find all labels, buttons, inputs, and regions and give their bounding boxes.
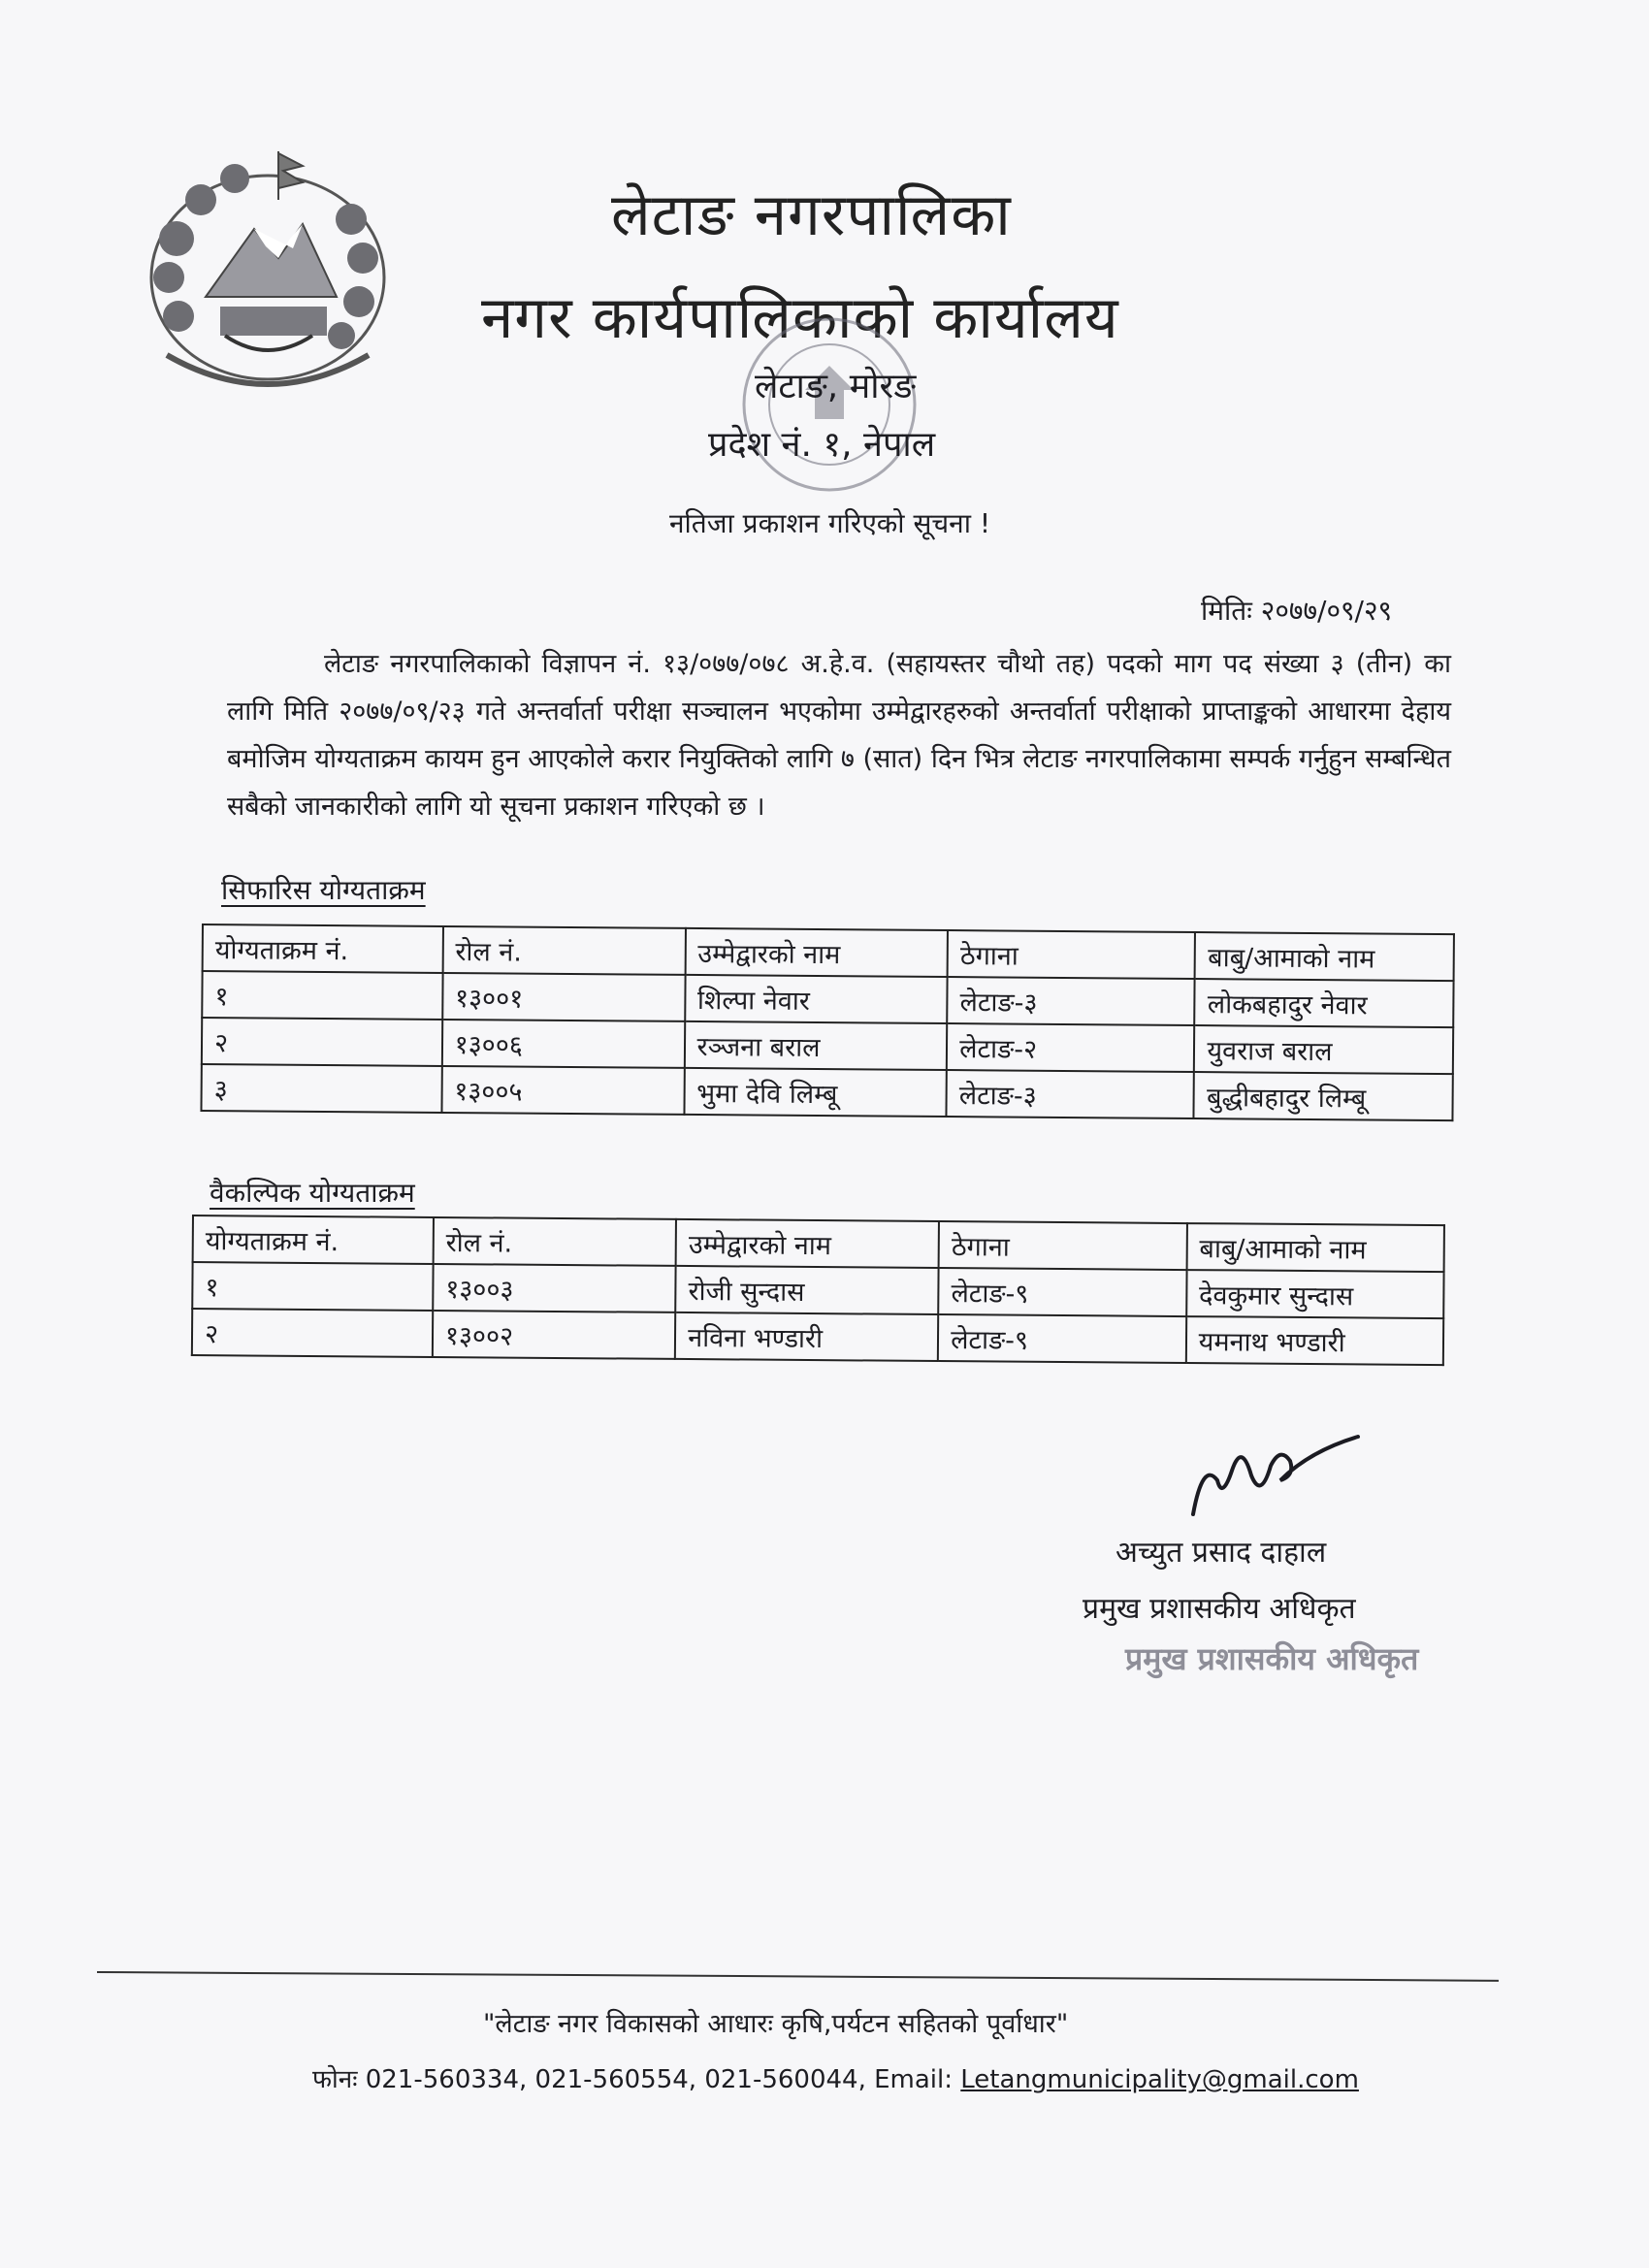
phone-numbers: 021-560334, 021-560554, 021-560044, — [365, 2065, 866, 2094]
table-row — [201, 1064, 1452, 1120]
column-header: बाबु/आमाको नाम — [1186, 1223, 1444, 1272]
column-header: ठेगाना — [948, 930, 1196, 979]
table-cell: युवराज बराल — [1194, 1025, 1453, 1074]
table-cell: १ — [202, 971, 442, 1020]
table-cell: १३००१ — [442, 973, 685, 1021]
table-cell: यमनाथ भण्डारी — [1186, 1316, 1444, 1365]
footer-contact — [312, 2060, 1359, 2095]
column-header: रोल नं. — [442, 926, 685, 975]
signatory-designation: प्रमुख प्रशासकीय अधिकृत — [1083, 1592, 1356, 1626]
table-cell: बुद्धीबहादुर लिम्बू — [1194, 1072, 1453, 1120]
table-cell: १३००५ — [441, 1066, 684, 1115]
phone-label: फोनः — [312, 2065, 358, 2094]
signature — [1174, 1422, 1368, 1529]
column-header: उम्मेद्वारको नाम — [676, 1219, 939, 1268]
table-cell: लेटाङ-९ — [938, 1314, 1186, 1363]
table-cell: भुमा देवि लिम्बू — [684, 1068, 947, 1117]
alternate-section-title: वैकल्पिक योग्यताक्रम — [210, 1177, 415, 1209]
table-cell: शिल्पा नेवार — [685, 975, 948, 1023]
table-cell: लेटाङ-३ — [947, 977, 1195, 1025]
table-cell: लेटाङ-९ — [938, 1268, 1186, 1316]
column-header: योग्यताक्रम नं. — [203, 924, 443, 973]
notice-date: मितिः २०७७/०९/२९ — [1201, 595, 1393, 627]
recommended-table — [200, 923, 1454, 1121]
table-cell: २ — [202, 1018, 442, 1066]
column-header: ठेगाना — [939, 1221, 1187, 1270]
footer-slogan: "लेटाङ नगर विकासको आधारः कृषि,पर्यटन सहितको पूर्वाधार" — [483, 2009, 1069, 2039]
table-cell: लेटाङ-३ — [947, 1070, 1195, 1118]
notice-body: लेटाङ नगरपालिकाको विज्ञापन नं. १३/०७७/०७८ अ.हे.व. (सहायस्तर चौथो तह) पदको माग पद संख्या ३ (तीन) का लागि मिति २०७७/०९/२३ गते अन्तर्वार्ता परीक्षा सञ्चालन भएकोमा उम्मेद्वारहरुको अन्तर्वार्ता परीक्षाको प्राप्ताङ्कको आधारमा देहाय बमोजिम योग्यताक्रम कायम हुन आएकोले करार नियुक्तिको लागि ७ (सात) दिन भित्र लेटाङ नगरपालिकामा सम्पर्क गर्नुहुन सम्बन्धित सबैको जानकारीको लागि यो सूचना प्रकाशन गरिएको छ । — [227, 649, 1451, 822]
column-header: उम्मेद्वारको नाम — [685, 928, 948, 977]
footer-divider — [97, 1971, 1499, 1982]
table-cell: १३००६ — [441, 1020, 684, 1068]
table-cell: नविना भण्डारी — [675, 1312, 938, 1361]
office-subtitle: नगर कार्यपालिकाको कार्यालय — [481, 284, 1119, 352]
signatory-name: अच्युत प्रसाद दाहाल — [1116, 1536, 1327, 1570]
office-address-line2: प्रदेश नं. १, नेपाल — [708, 425, 936, 465]
nepal-coat-of-arms-icon — [109, 132, 427, 402]
table-cell: ३ — [201, 1064, 441, 1113]
table-cell: देवकुमार सुन्दास — [1186, 1270, 1444, 1318]
column-header: बाबु/आमाको नाम — [1195, 932, 1454, 981]
table-cell: रञ्जना बराल — [684, 1021, 947, 1070]
table-cell: लोकबहादुर नेवार — [1195, 979, 1454, 1027]
designation-stamp: प्रमुख प्रशासकीय अधिकृत — [1125, 1640, 1419, 1677]
table-cell: रोजी सुन्दास — [675, 1266, 938, 1314]
column-header: योग्यताक्रम नं. — [193, 1215, 434, 1264]
table-cell: लेटाङ-२ — [947, 1023, 1195, 1072]
table-cell: १३००३ — [433, 1264, 676, 1312]
alternate-table — [191, 1215, 1445, 1366]
table-cell: १३००२ — [433, 1311, 676, 1359]
column-header: रोल नं. — [433, 1217, 676, 1266]
notice-subject: नतिजा प्रकाशन गरिएको सूचना ! — [669, 507, 991, 539]
table-cell: २ — [192, 1309, 433, 1357]
table-row — [192, 1309, 1443, 1365]
recommended-section-title: सिफारिस योग्यताक्रम — [221, 874, 426, 906]
email-label: Email: — [874, 2065, 954, 2094]
email-link[interactable]: Letangmunicipality@gmail.com — [960, 2065, 1359, 2094]
table-cell: १ — [192, 1262, 433, 1311]
office-title: लेटाङ नगरपालिका — [611, 181, 1012, 249]
office-address-line1: लेटाङ, मोरङ — [755, 367, 917, 406]
